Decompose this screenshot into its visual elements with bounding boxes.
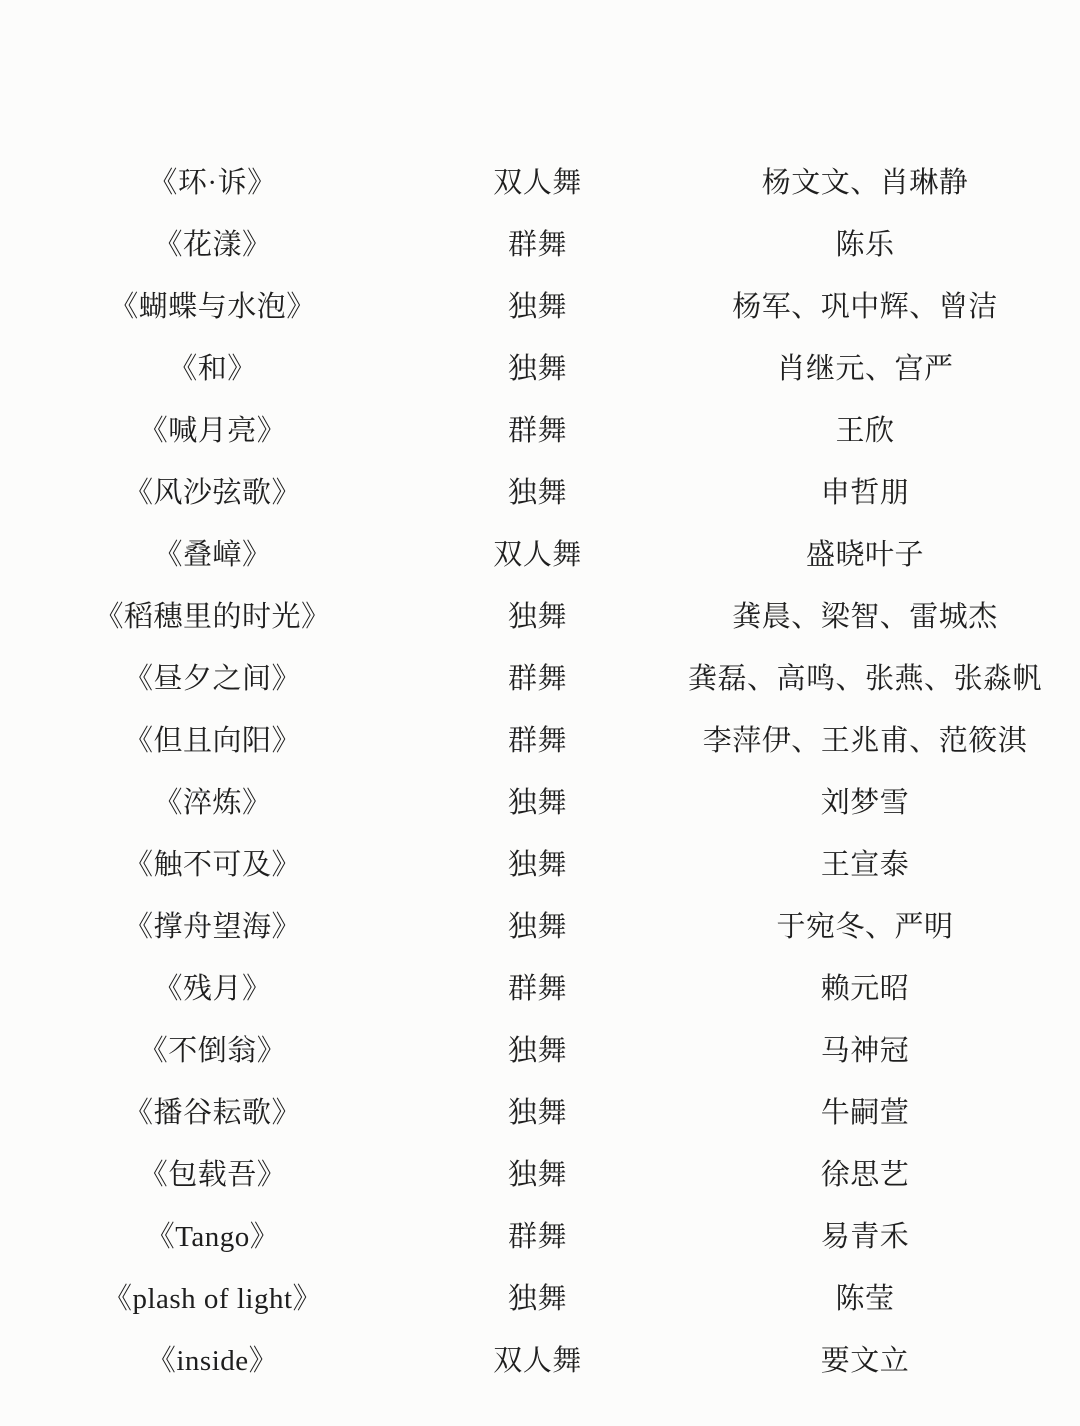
table-row bbox=[0, 338, 1080, 400]
table-row bbox=[0, 400, 1080, 462]
dance-title: 《inside》 bbox=[146, 1344, 279, 1377]
dance-type: 独舞 bbox=[507, 600, 567, 633]
performer-names: 盛晓叶子 bbox=[805, 538, 924, 571]
table-row bbox=[0, 896, 1080, 958]
dance-type: 独舞 bbox=[507, 1034, 567, 1067]
table-row bbox=[0, 152, 1080, 214]
performer-names: 易青禾 bbox=[820, 1220, 910, 1253]
dance-title: 《喊月亮》 bbox=[138, 414, 287, 447]
table-row bbox=[0, 958, 1080, 1020]
dance-title: 《包载吾》 bbox=[138, 1158, 287, 1191]
performer-names: 杨军、巩中辉、曾洁 bbox=[732, 290, 998, 323]
table-row bbox=[0, 214, 1080, 276]
table-row bbox=[0, 1144, 1080, 1206]
dance-type: 双人舞 bbox=[493, 1344, 582, 1377]
dance-title: 《撑舟望海》 bbox=[123, 910, 301, 943]
table-row bbox=[0, 834, 1080, 896]
dance-title: 《蝴蝶与水泡》 bbox=[109, 290, 316, 323]
dance-type: 双人舞 bbox=[493, 538, 582, 571]
dance-type: 群舞 bbox=[507, 724, 567, 757]
performer-names: 于宛冬、严明 bbox=[776, 910, 954, 943]
performer-names: 陈乐 bbox=[835, 228, 895, 261]
dance-type: 群舞 bbox=[507, 1220, 567, 1253]
dance-title: 《Tango》 bbox=[145, 1220, 280, 1253]
dance-title: 《昼夕之间》 bbox=[123, 662, 301, 695]
performer-names: 王宣泰 bbox=[820, 848, 910, 881]
table-row bbox=[0, 772, 1080, 834]
table-row bbox=[0, 462, 1080, 524]
performer-names: 要文立 bbox=[820, 1344, 910, 1377]
table-row bbox=[0, 1082, 1080, 1144]
dance-title: 《环·诉》 bbox=[148, 166, 277, 199]
dance-type: 独舞 bbox=[507, 848, 567, 881]
dance-type: 独舞 bbox=[507, 1158, 567, 1191]
dance-type: 独舞 bbox=[507, 1282, 567, 1315]
table-row bbox=[0, 1268, 1080, 1330]
performer-names: 牛嗣萱 bbox=[820, 1096, 910, 1129]
dance-type: 群舞 bbox=[507, 662, 567, 695]
performer-names: 王欣 bbox=[835, 414, 895, 447]
performer-names: 龚晨、梁智、雷城杰 bbox=[732, 600, 998, 633]
dance-type: 独舞 bbox=[507, 290, 567, 323]
performer-names: 徐思艺 bbox=[820, 1158, 910, 1191]
table-row bbox=[0, 1330, 1080, 1392]
dance-title: 《和》 bbox=[168, 352, 257, 385]
performer-names: 申哲朋 bbox=[820, 476, 910, 509]
dance-title: 《叠嶂》 bbox=[153, 538, 272, 571]
dance-type: 群舞 bbox=[507, 414, 567, 447]
dance-title: 《plash of light》 bbox=[102, 1282, 323, 1315]
performer-names: 马神冠 bbox=[820, 1034, 910, 1067]
performer-names: 肖继元、宫严 bbox=[776, 352, 954, 385]
dance-type: 独舞 bbox=[507, 352, 567, 385]
dance-program-list bbox=[0, 152, 1080, 1392]
dance-type: 独舞 bbox=[507, 1096, 567, 1129]
dance-type: 独舞 bbox=[507, 476, 567, 509]
dance-type: 独舞 bbox=[507, 910, 567, 943]
dance-type: 独舞 bbox=[507, 786, 567, 819]
table-row bbox=[0, 710, 1080, 772]
performer-names: 赖元昭 bbox=[820, 972, 910, 1005]
dance-title: 《触不可及》 bbox=[123, 848, 301, 881]
dance-title: 《播谷耘歌》 bbox=[123, 1096, 301, 1129]
table-row bbox=[0, 1206, 1080, 1268]
performer-names: 龚磊、高鸣、张燕、张淼帆 bbox=[687, 662, 1042, 695]
dance-title: 《风沙弦歌》 bbox=[123, 476, 301, 509]
table-row bbox=[0, 524, 1080, 586]
table-row bbox=[0, 1020, 1080, 1082]
dance-type: 群舞 bbox=[507, 972, 567, 1005]
performer-names: 杨文文、肖琳静 bbox=[761, 166, 969, 199]
dance-title: 《不倒翁》 bbox=[138, 1034, 287, 1067]
performer-names: 陈莹 bbox=[835, 1282, 895, 1315]
table-row bbox=[0, 276, 1080, 338]
dance-title: 《残月》 bbox=[153, 972, 272, 1005]
dance-title: 《花漾》 bbox=[153, 228, 272, 261]
dance-title: 《淬炼》 bbox=[153, 786, 272, 819]
performer-names: 刘梦雪 bbox=[820, 786, 910, 819]
performer-names: 李萍伊、王兆甫、范筱淇 bbox=[702, 724, 1028, 757]
dance-title: 《但且向阳》 bbox=[123, 724, 301, 757]
dance-type: 群舞 bbox=[507, 228, 567, 261]
dance-title: 《稻穗里的时光》 bbox=[94, 600, 331, 633]
dance-type: 双人舞 bbox=[493, 166, 582, 199]
table-row bbox=[0, 586, 1080, 648]
table-row bbox=[0, 648, 1080, 710]
